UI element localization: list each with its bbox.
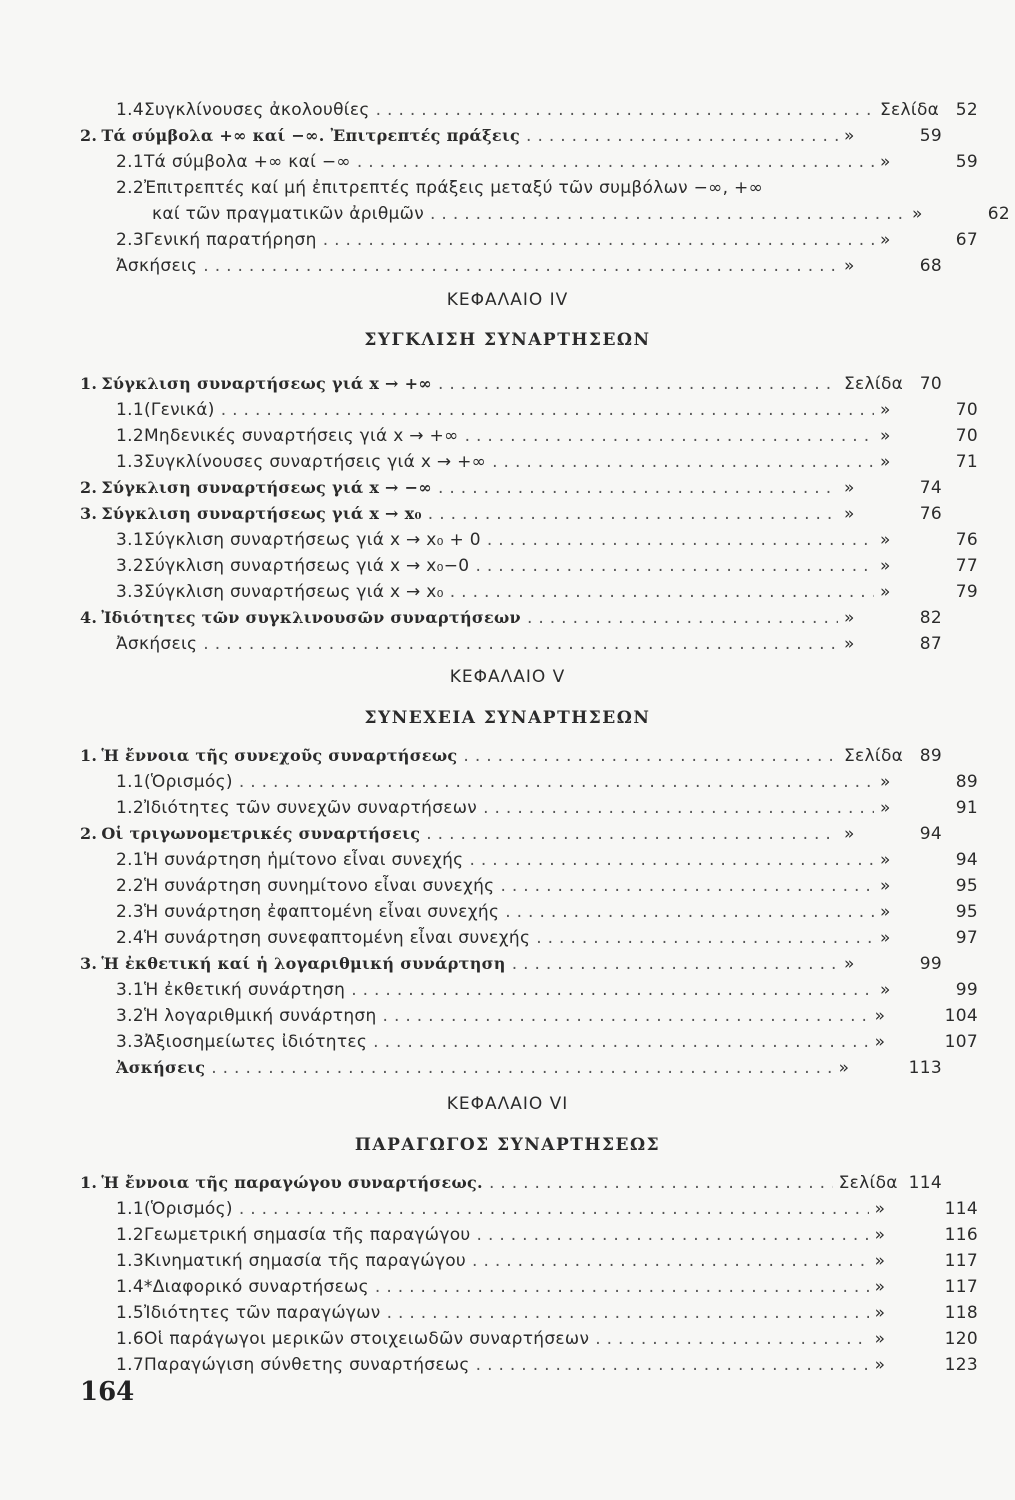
leader-dots bbox=[438, 374, 838, 394]
toc-entry bbox=[80, 928, 978, 952]
toc-entry-title: Ἡ συνάρτηση συνημίτονο εἶναι συνεχής bbox=[143, 876, 495, 896]
leader-dots bbox=[512, 954, 838, 974]
page-label: » bbox=[880, 850, 891, 870]
chapter-6-title: ΠΑΡΑΓΩΓΟΣ ΣΥΝΑΡΤΗΣΕΩΣ bbox=[354, 1135, 661, 1155]
chapter-5-title: ΣΥΝΕΧΕΙΑ ΣΥΝΑΡΤΗΣΕΩΝ bbox=[364, 708, 651, 728]
toc-entry bbox=[80, 1006, 978, 1030]
toc-entry bbox=[80, 374, 942, 398]
toc-entry-number: 1.5 bbox=[116, 1303, 144, 1323]
toc-entry-title: Γενική παρατήρηση bbox=[143, 230, 317, 250]
toc-entry bbox=[80, 1225, 978, 1249]
toc-entry-title: Οἱ τριγωνομετρικές συναρτήσεις bbox=[101, 824, 421, 843]
toc-entry bbox=[80, 152, 978, 176]
toc-entry bbox=[80, 1199, 978, 1223]
page-label: » bbox=[874, 1303, 886, 1323]
toc-entry bbox=[80, 478, 942, 502]
page-number-value: 79 bbox=[955, 582, 978, 602]
toc-entry-number: 3.1 bbox=[116, 530, 144, 550]
page-label: » bbox=[874, 1199, 886, 1219]
page-label: » bbox=[844, 608, 855, 628]
leader-dots bbox=[203, 634, 838, 654]
page-number-value: 123 bbox=[944, 1355, 978, 1375]
toc-entry-page bbox=[880, 530, 978, 550]
toc-entry-page bbox=[875, 1225, 978, 1245]
toc-entry bbox=[80, 426, 978, 450]
page-label: » bbox=[844, 478, 855, 498]
leader-dots bbox=[211, 1058, 832, 1078]
toc-entry-page bbox=[880, 400, 978, 420]
toc-entry-page bbox=[844, 608, 942, 628]
toc-entry-page bbox=[844, 504, 942, 524]
page-number-value: 59 bbox=[919, 126, 942, 146]
page-number-value: 89 bbox=[955, 772, 978, 792]
toc-entry bbox=[80, 746, 942, 770]
toc-entry-page bbox=[880, 772, 978, 792]
page-label: » bbox=[880, 452, 891, 472]
toc-entry-page bbox=[880, 876, 978, 896]
page-number-value: 71 bbox=[955, 452, 978, 472]
toc-entry-number: 2.2 bbox=[116, 178, 144, 198]
toc-entry-page bbox=[875, 1199, 978, 1219]
toc-entry-title: Ἡ ἐκθετική συνάρτηση bbox=[143, 980, 346, 1000]
toc-entry-page bbox=[844, 746, 942, 766]
toc-entry-page bbox=[844, 256, 942, 276]
page-label: Σελίδα bbox=[844, 374, 904, 394]
toc-entry-title: Σύγκλιση συναρτήσεως γιά x → x₀ bbox=[101, 504, 422, 523]
toc-entry bbox=[80, 1173, 942, 1197]
leader-dots bbox=[463, 746, 838, 766]
page-label: Σελίδα bbox=[844, 746, 904, 766]
toc-entry-number: 3. bbox=[80, 954, 98, 973]
page-number-value: 97 bbox=[955, 928, 978, 948]
page-label: Σελίδα bbox=[880, 100, 940, 120]
page-label: » bbox=[880, 876, 891, 896]
toc-entry-number: 4. bbox=[80, 608, 98, 627]
toc-entry-page bbox=[880, 100, 978, 120]
toc-entry bbox=[80, 876, 978, 900]
toc-entry-page bbox=[912, 204, 1010, 224]
toc-entry-number: 1.2 bbox=[116, 798, 144, 818]
toc-entry-number: 3.2 bbox=[116, 556, 144, 576]
toc-entry-title: Γεωμετρική σημασία τῆς παραγώγου bbox=[143, 1225, 471, 1245]
page-label: » bbox=[880, 426, 891, 446]
toc-entry-title: (Ὁρισμός) bbox=[143, 1199, 233, 1219]
page-number-value: 99 bbox=[919, 954, 942, 974]
toc-entry bbox=[80, 1251, 978, 1275]
toc-entry-title: Ἰδιότητες τῶν παραγώγων bbox=[143, 1303, 381, 1323]
toc-entry bbox=[80, 582, 978, 606]
toc-entry-number: 2.1 bbox=[116, 152, 144, 172]
toc-entry-title: Σύγκλιση συναρτήσεως γιά x → x₀ + 0 bbox=[143, 530, 481, 550]
toc-entry-page bbox=[880, 230, 978, 250]
toc-entry-page bbox=[844, 634, 942, 654]
toc-entry-number: 1.4 bbox=[116, 100, 144, 120]
toc-entry-title: Συγκλίνουσες συναρτήσεις γιά x → +∞ bbox=[143, 452, 487, 472]
page-label: » bbox=[880, 928, 891, 948]
toc-entry-page bbox=[880, 850, 978, 870]
page-number-value: 118 bbox=[944, 1303, 978, 1323]
toc-entry bbox=[80, 1058, 942, 1082]
page-number-value: 70 bbox=[955, 400, 978, 420]
toc-entry-page bbox=[880, 980, 978, 1000]
page-label: » bbox=[844, 256, 855, 276]
toc-entry-page bbox=[875, 1251, 978, 1271]
toc-entry-title: Ἀξιοσημείωτες ἰδιότητες bbox=[143, 1032, 368, 1052]
toc-entry-page bbox=[844, 478, 942, 498]
toc-entry bbox=[80, 902, 978, 926]
toc-entry-number: 1.6 bbox=[116, 1329, 144, 1349]
toc-entry-number: 1. bbox=[80, 374, 98, 393]
toc-entry-page bbox=[880, 452, 978, 472]
toc-entry-page bbox=[880, 902, 978, 922]
chapter-4-label: ΚΕΦΑΛΑΙΟ IV bbox=[446, 290, 569, 310]
leader-dots bbox=[203, 256, 838, 276]
leader-dots bbox=[428, 504, 838, 524]
toc-entry-page bbox=[875, 1329, 978, 1349]
toc-entry bbox=[80, 954, 942, 978]
toc-entry-number: 1.3 bbox=[116, 1251, 144, 1271]
toc-entry-page bbox=[875, 1006, 978, 1026]
leader-dots bbox=[438, 478, 838, 498]
leader-dots bbox=[477, 1225, 869, 1245]
toc-entry bbox=[80, 230, 978, 254]
leader-dots bbox=[323, 230, 874, 250]
chapter-5-label: ΚΕΦΑΛΑΙΟ V bbox=[449, 667, 566, 687]
page-label: » bbox=[880, 980, 891, 1000]
page-number-value: 94 bbox=[919, 824, 942, 844]
toc-entry-number: 2. bbox=[80, 478, 98, 497]
page-number-value: 62 bbox=[987, 204, 1010, 224]
toc-entry-page bbox=[880, 426, 978, 446]
toc-entry-page bbox=[875, 1355, 978, 1375]
toc-entry-title: Ἡ συνάρτηση συνεφαπτομένη εἶναι συνεχής bbox=[143, 928, 531, 948]
toc-entry-title: Μηδενικές συναρτήσεις γιά x → +∞ bbox=[143, 426, 459, 446]
toc-entry bbox=[80, 980, 978, 1004]
toc-entry-title: Σύγκλιση συναρτήσεως γιά x → x₀ bbox=[143, 582, 444, 602]
toc-entry-number: 1.7 bbox=[116, 1355, 144, 1375]
toc-entry bbox=[80, 1277, 978, 1301]
toc-entry-page bbox=[839, 1058, 942, 1078]
page-number-value: 70 bbox=[955, 426, 978, 446]
page-label: » bbox=[880, 556, 891, 576]
chapter-4-title: ΣΥΓΚΛΙΣΗ ΣΥΝΑΡΤΗΣΕΩΝ bbox=[364, 330, 651, 350]
toc-entry-title: Ἡ συνάρτηση ἐφαπτομένη εἶναι συνεχής bbox=[143, 902, 500, 922]
toc-entry-number: 2.3 bbox=[116, 902, 144, 922]
leader-dots bbox=[450, 582, 874, 602]
toc-entry-title: Ἀσκήσεις bbox=[116, 256, 198, 276]
toc-entry-number: 1.2 bbox=[116, 1225, 144, 1245]
toc-entry-number: 3.3 bbox=[116, 582, 144, 602]
page-number-value: 76 bbox=[955, 530, 978, 550]
page-label: » bbox=[880, 798, 891, 818]
toc-entry-title: (Γενικά) bbox=[143, 400, 215, 420]
page-label: » bbox=[880, 772, 891, 792]
page-label: » bbox=[880, 582, 891, 602]
page-number-value: 89 bbox=[919, 746, 942, 766]
toc-entry-page bbox=[875, 1032, 978, 1052]
toc-entry-number: 1. bbox=[80, 1173, 98, 1192]
toc-entry-page bbox=[844, 374, 942, 394]
leader-dots bbox=[476, 1355, 869, 1375]
toc-entry-page bbox=[875, 1277, 978, 1297]
leader-dots bbox=[487, 530, 874, 550]
leader-dots bbox=[500, 876, 874, 896]
toc-entry-page bbox=[844, 954, 942, 974]
page-label: » bbox=[844, 824, 855, 844]
leader-dots bbox=[373, 1032, 868, 1052]
leader-dots bbox=[469, 850, 874, 870]
page-label: » bbox=[874, 1225, 886, 1245]
page-number-value: 95 bbox=[955, 902, 978, 922]
toc-entry bbox=[80, 850, 978, 874]
toc-entry-number: 2. bbox=[80, 824, 98, 843]
toc-entry-title: Ἐπιτρεπτές καί μή ἐπιτρεπτές πράξεις μεταξύ τῶν συμβόλων −∞, +∞ bbox=[143, 178, 764, 198]
page-number-value: 70 bbox=[919, 374, 942, 394]
toc-entry-number: 3. bbox=[80, 504, 98, 523]
page-number-value: 77 bbox=[955, 556, 978, 576]
toc-entry-number: 1.1 bbox=[116, 400, 144, 420]
toc-entry-number: 2.3 bbox=[116, 230, 144, 250]
toc-entry bbox=[80, 530, 978, 554]
page-label: » bbox=[874, 1277, 886, 1297]
leader-dots bbox=[376, 100, 874, 120]
toc-entry bbox=[80, 1329, 978, 1353]
leader-dots bbox=[505, 902, 874, 922]
page-label: Σελίδα bbox=[838, 1173, 898, 1193]
leader-dots bbox=[526, 126, 838, 146]
toc-entry-page bbox=[880, 928, 978, 948]
page-label: » bbox=[844, 126, 855, 146]
toc-entry bbox=[80, 1303, 978, 1327]
toc-entry-page bbox=[880, 556, 978, 576]
toc-entry-page bbox=[844, 824, 942, 844]
toc-entry bbox=[80, 824, 942, 848]
page-number-value: 74 bbox=[919, 478, 942, 498]
toc-entry-number: 3.3 bbox=[116, 1032, 144, 1052]
page-number-value: 116 bbox=[944, 1225, 978, 1245]
toc-entry bbox=[80, 100, 978, 124]
toc-entry-title: Ἡ λογαριθμική συνάρτηση bbox=[143, 1006, 377, 1026]
toc-entry-number: 1.4* bbox=[116, 1277, 153, 1297]
page-label: » bbox=[880, 530, 891, 550]
leader-dots bbox=[430, 204, 906, 224]
toc-entry bbox=[80, 634, 942, 658]
toc-entry bbox=[80, 798, 978, 822]
page-label: » bbox=[880, 152, 891, 172]
toc-entry-page bbox=[844, 126, 942, 146]
toc-entry-number: 1.2 bbox=[116, 426, 144, 446]
toc-entry-number: 2. bbox=[80, 126, 98, 145]
page-label: » bbox=[880, 902, 891, 922]
toc-entry-title: Ἡ ἔννοια τῆς συνεχοῦς συναρτήσεως bbox=[101, 746, 458, 765]
toc-entry-title: Ἰδιότητες τῶν συνεχῶν συναρτήσεων bbox=[143, 798, 478, 818]
page-number-value: 114 bbox=[944, 1199, 978, 1219]
leader-dots bbox=[351, 980, 874, 1000]
page-number-value: 117 bbox=[944, 1277, 978, 1297]
toc-entry-title: Ἡ ἔννοια τῆς παραγώγου συναρτήσεως. bbox=[101, 1173, 483, 1192]
toc-entry-number: 2.1 bbox=[116, 850, 144, 870]
page-number-value: 68 bbox=[919, 256, 942, 276]
page-label: » bbox=[874, 1329, 886, 1349]
toc-entry-title: Κινηματική σημασία τῆς παραγώγου bbox=[143, 1251, 467, 1271]
leader-dots bbox=[375, 1277, 869, 1297]
leader-dots bbox=[472, 1251, 869, 1271]
page-number-value: 104 bbox=[944, 1006, 978, 1026]
leader-dots bbox=[527, 608, 838, 628]
page-number: 164 bbox=[80, 1377, 135, 1407]
toc-entry-title: Τά σύμβολα +∞ καί −∞. Ἐπιτρεπτές πράξεις bbox=[101, 126, 521, 145]
page-number-value: 76 bbox=[919, 504, 942, 524]
leader-dots bbox=[221, 400, 874, 420]
toc-entry-title: Συγκλίνουσες ἀκολουθίες bbox=[143, 100, 370, 120]
toc-entry-page bbox=[880, 582, 978, 602]
toc-entry-page bbox=[875, 1303, 978, 1323]
toc-entry bbox=[80, 504, 942, 528]
toc-entry bbox=[80, 204, 1010, 228]
toc-entry-page bbox=[839, 1173, 942, 1193]
leader-dots bbox=[483, 798, 874, 818]
leader-dots bbox=[595, 1329, 868, 1349]
page-number-value: 94 bbox=[955, 850, 978, 870]
toc-entry-number: 3.2 bbox=[116, 1006, 144, 1026]
leader-dots bbox=[465, 426, 874, 446]
page-number-value: 120 bbox=[944, 1329, 978, 1349]
toc-entry bbox=[80, 126, 942, 150]
toc-entry-title: Ἀσκήσεις bbox=[116, 634, 198, 654]
leader-dots bbox=[492, 452, 874, 472]
leader-dots bbox=[426, 824, 838, 844]
toc-entry-title: Παραγώγιση σύνθετης συναρτήσεως bbox=[143, 1355, 470, 1375]
toc-entry-number: 1.1 bbox=[116, 772, 144, 792]
toc-entry bbox=[80, 400, 978, 424]
toc-entry-title: Ἡ συνάρτηση ἡμίτονο εἶναι συνεχής bbox=[143, 850, 464, 870]
toc-entry-title: Ἰδιότητες τῶν συγκλινουσῶν συναρτήσεων bbox=[101, 608, 521, 627]
toc-entry-number: 2.2 bbox=[116, 876, 144, 896]
toc-entry-title: Σύγκλιση συναρτήσεως γιά x → −∞ bbox=[101, 478, 432, 497]
toc-entry-page bbox=[880, 152, 978, 172]
leader-dots bbox=[239, 1199, 869, 1219]
leader-dots bbox=[239, 772, 874, 792]
toc-entry-number: 1.3 bbox=[116, 452, 144, 472]
page-label: » bbox=[874, 1355, 886, 1375]
toc-entry-title: Σύγκλιση συναρτήσεως γιά x → x₀−0 bbox=[143, 556, 470, 576]
page-number-value: 113 bbox=[908, 1058, 942, 1078]
leader-dots bbox=[489, 1173, 833, 1193]
toc-entry-title: Τά σύμβολα +∞ καί −∞ bbox=[143, 152, 351, 172]
page-number-value: 82 bbox=[919, 608, 942, 628]
toc-entry-number: 2.4 bbox=[116, 928, 144, 948]
page-label: » bbox=[874, 1032, 886, 1052]
leader-dots bbox=[536, 928, 874, 948]
page-label: » bbox=[844, 954, 855, 974]
leader-dots bbox=[357, 152, 874, 172]
page-number-value: 95 bbox=[955, 876, 978, 896]
page-label: » bbox=[838, 1058, 850, 1078]
toc-entry-title: (Ὁρισμός) bbox=[143, 772, 233, 792]
page-number-value: 107 bbox=[944, 1032, 978, 1052]
toc-entry-title: Σύγκλιση συναρτήσεως γιά x → +∞ bbox=[101, 374, 432, 393]
toc-entry-title: Οἱ παράγωγοι μερικῶν στοιχειωδῶν συναρτήσεων bbox=[143, 1329, 590, 1349]
page-number-value: 87 bbox=[919, 634, 942, 654]
toc-entry bbox=[80, 256, 942, 280]
toc-entry-number: 1. bbox=[80, 746, 98, 765]
page-number-value: 114 bbox=[908, 1173, 942, 1193]
toc-entry-title: Ἡ ἐκθετική καί ἡ λογαριθμική συνάρτηση bbox=[101, 954, 506, 973]
page-label: » bbox=[874, 1251, 886, 1271]
leader-dots bbox=[383, 1006, 869, 1026]
toc-entry-number: 3.1 bbox=[116, 980, 144, 1000]
page-label: » bbox=[844, 504, 855, 524]
toc-entry-title: Ἀσκήσεις bbox=[116, 1058, 206, 1077]
page-number-value: 52 bbox=[955, 100, 978, 120]
toc-entry-title: καί τῶν πραγματικῶν ἀριθμῶν bbox=[152, 204, 425, 224]
toc-entry bbox=[80, 556, 978, 580]
page-number-value: 99 bbox=[955, 980, 978, 1000]
page-label: » bbox=[912, 204, 923, 224]
page-number-value: 59 bbox=[955, 152, 978, 172]
page-label: » bbox=[874, 1006, 886, 1026]
page-label: » bbox=[880, 230, 891, 250]
page-number-value: 91 bbox=[955, 798, 978, 818]
page-label: » bbox=[844, 634, 855, 654]
chapter-6-label: ΚΕΦΑΛΑΙΟ VI bbox=[446, 1094, 569, 1114]
toc-entry-number: 1.1 bbox=[116, 1199, 144, 1219]
toc-entry-page bbox=[880, 798, 978, 818]
toc-entry bbox=[80, 1355, 978, 1379]
leader-dots bbox=[387, 1303, 869, 1323]
leader-dots bbox=[475, 556, 874, 576]
page-label: » bbox=[880, 400, 891, 420]
toc-entry bbox=[80, 178, 978, 202]
toc-entry bbox=[80, 772, 978, 796]
toc-entry bbox=[80, 608, 942, 632]
page-number-value: 67 bbox=[955, 230, 978, 250]
page-number-value: 117 bbox=[944, 1251, 978, 1271]
toc-entry bbox=[80, 452, 978, 476]
toc-entry-title: Διαφορικό συναρτήσεως bbox=[152, 1277, 369, 1297]
toc-entry bbox=[80, 1032, 978, 1056]
